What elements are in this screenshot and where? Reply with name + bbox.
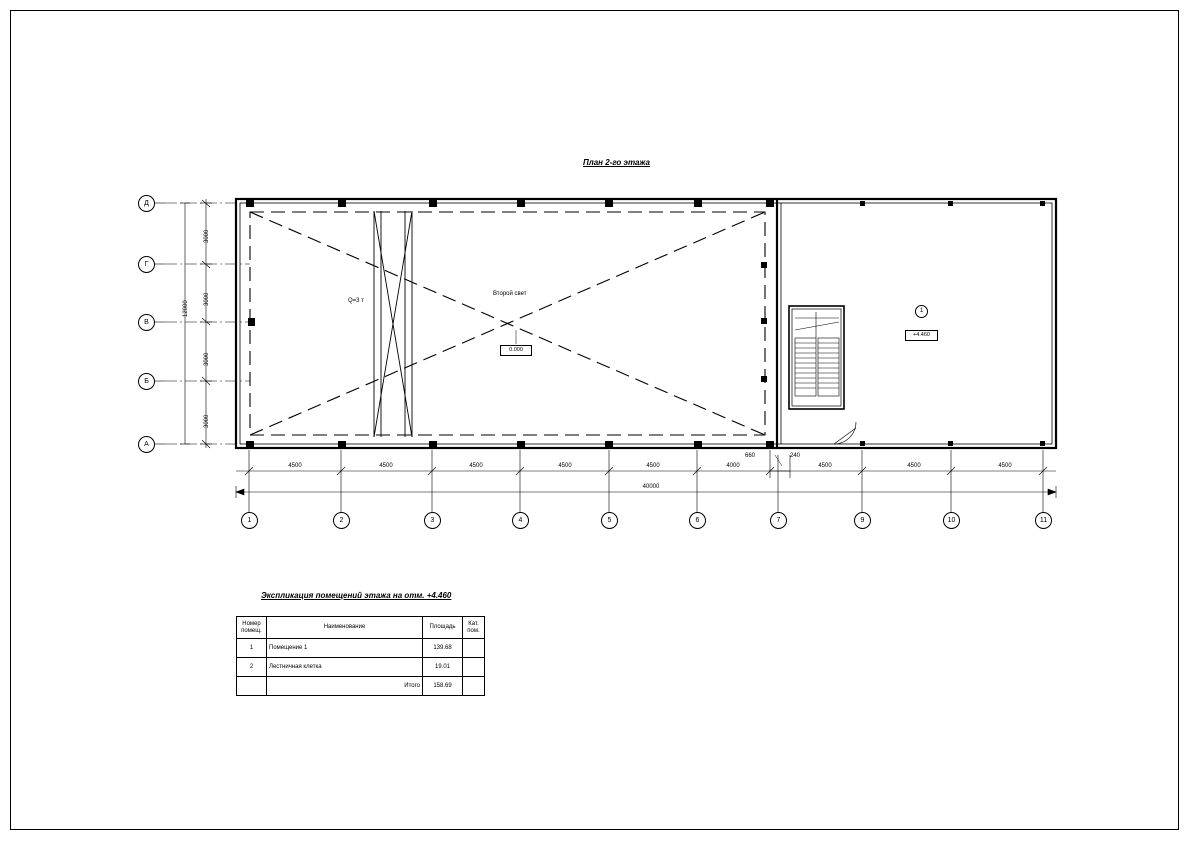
row-num: 2 [237,658,267,677]
explication-title: Экспликация помещений этажа на отм. +4.460 [261,591,452,600]
axis-bubble-v: В [138,314,155,331]
header-kat [463,617,485,639]
axis-bubble-d: Д [138,195,155,212]
axis-bubble-9: 9 [854,512,871,529]
header-num [237,617,267,639]
dim-vertical-total: 12000 [183,300,189,317]
crane-label: Q=3 т [348,298,364,304]
table-header-row [237,617,485,639]
dim-horizontal-4: 4500 [558,463,572,469]
total-kat [463,677,485,696]
header-kat-line1: Кат. [468,620,479,627]
axis-bubble-5: 5 [601,512,618,529]
axis-bubble-b: Б [138,373,155,390]
row-num: 1 [237,639,267,658]
axis-bubble-a: А [138,436,155,453]
dim-vertical-4: 3000 [204,414,210,428]
level-zero-marker: 0.000 [500,345,532,356]
axis-bubble-10: 10 [943,512,960,529]
dim-vertical-1: 3000 [204,229,210,243]
dim-horizontal-2: 4500 [379,463,393,469]
dim-vertical-2: 3000 [204,292,210,306]
total-empty [237,677,267,696]
dim-small-240: 240 [789,453,800,459]
row-area: 19.01 [423,658,463,677]
header-num-line1: Номер [242,620,261,627]
table-row [237,658,485,677]
axis-bubble-7: 7 [770,512,787,529]
axis-bubble-11: 11 [1035,512,1052,529]
dim-horizontal-3: 4500 [469,463,483,469]
dim-vertical-3: 3000 [204,352,210,366]
row-kat [463,639,485,658]
table-row [237,639,485,658]
axis-bubble-g: Г [138,256,155,273]
header-num-line2: помещ. [241,627,262,634]
dim-small-660: 660 [744,453,755,459]
plan-title: План 2-го этажа [583,158,650,167]
dim-horizontal-7: 4500 [818,463,832,469]
total-label: Итого [267,677,423,696]
row-kat [463,658,485,677]
axis-bubble-6: 6 [689,512,706,529]
axis-bubble-4: 4 [512,512,529,529]
dim-horizontal-1: 4500 [288,463,302,469]
axis-bubble-1: 1 [241,512,258,529]
header-name: Наименование [267,617,423,639]
table-total-row [237,677,485,696]
total-area: 158.69 [423,677,463,696]
row-name: Лестничная клетка [267,658,423,677]
axis-bubble-3: 3 [424,512,441,529]
dim-horizontal-5: 4500 [646,463,660,469]
dim-horizontal-9: 4500 [998,463,1012,469]
header-area: Площадь [423,617,463,639]
level-second-marker: +4.460 [905,330,938,341]
dim-horizontal-total: 40000 [642,484,660,490]
second-light-label: Второй свет [493,291,527,297]
axis-bubble-2: 2 [333,512,350,529]
dim-horizontal-6: 4000 [726,463,740,469]
dim-horizontal-8: 4500 [907,463,921,469]
room-number-tag: 1 [915,305,928,318]
row-area: 139.68 [423,639,463,658]
row-name: Помещение 1 [267,639,423,658]
explication-table [236,616,485,696]
header-kat-line2: пом. [467,627,480,634]
